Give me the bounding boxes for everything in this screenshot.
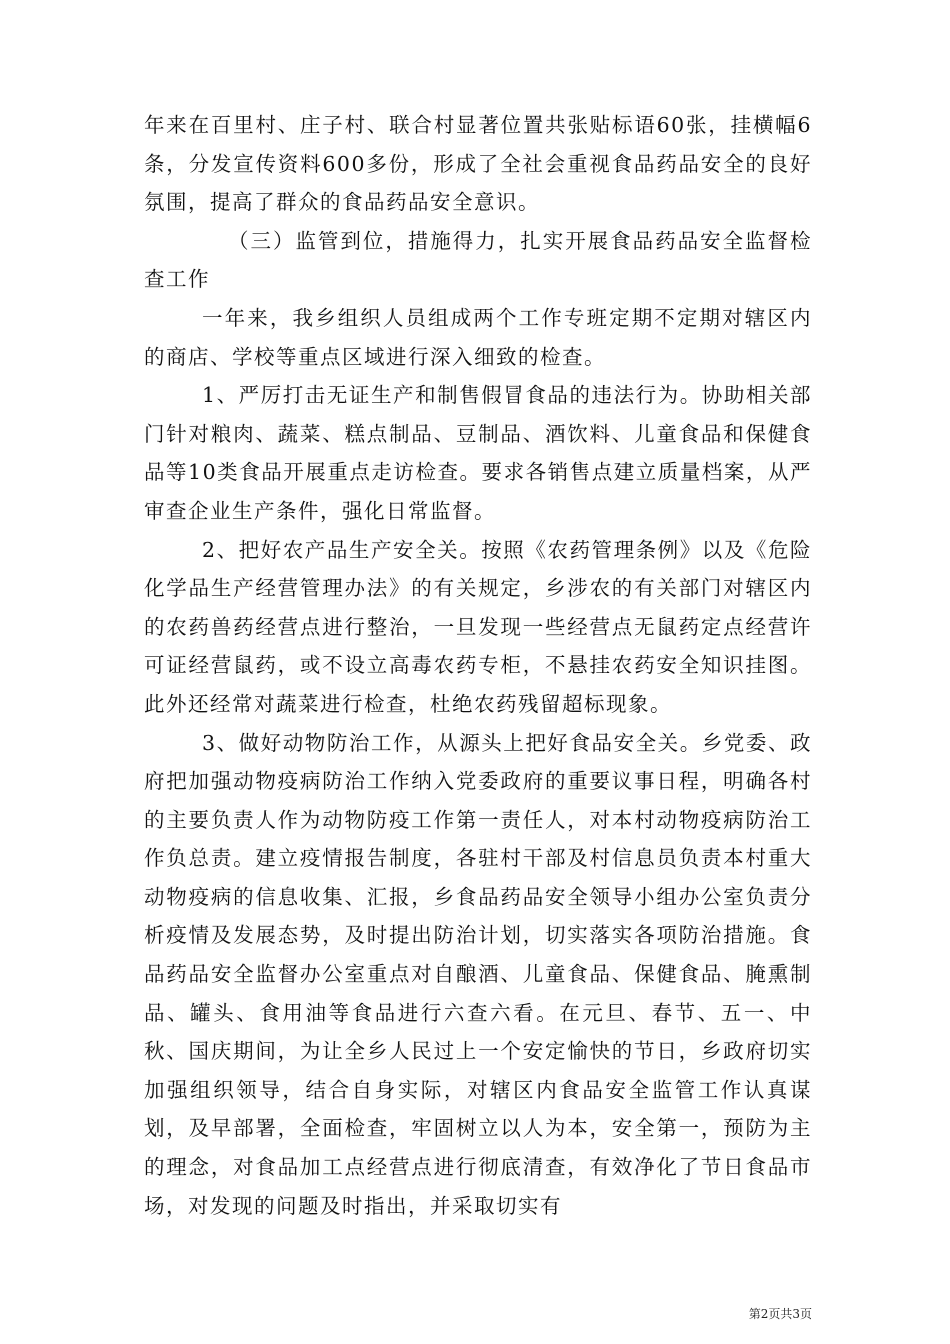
paragraph-continuation: 年来在百里村、庄子村、联合村显著位置共张贴标语60张，挂横幅6条，分发宣传资料600多份，形成了全社会重视食品药品安全的良好氛围，提高了群众的食品药品安全意识。 bbox=[144, 113, 812, 215]
paragraph-item-2: 2、把好农产品生产安全关。按照《农药管理条例》以及《危险化学品生产经营管理办法》的有关规定，乡涉农的有关部门对辖区内的农药兽药经营点进行整治，一旦发现一些经营点无鼠药定点经营许可证经营鼠药，或不设立高毒农药专柜，不悬挂农药安全知识挂图。此外还经常对蔬菜进行检查，杜绝农药残留超标现象。 bbox=[144, 537, 812, 716]
paragraph-item-1: 1、严厉打击无证生产和制售假冒食品的违法行为。协助相关部门针对粮肉、蔬菜、糕点制品、豆制品、酒饮料、儿童食品和保健食品等10类食品开展重点走访检查。要求各销售点建立质量档案，从严审查企业生产条件，强化日常监督。 bbox=[144, 383, 812, 523]
paragraph-item-3: 3、做好动物防治工作，从源头上把好食品安全关。乡党委、政府把加强动物疫病防治工作纳入党委政府的重要议事日程，明确各村的主要负责人作为动物防疫工作第一责任人，对本村动物疫病防治工作负总责。建立疫情报告制度，各驻村干部及村信息员负责本村重大动物疫病的信息收集、汇报，乡食品药品安全领导小组办公室负责分析疫情及发展态势，及时提出防治计划，切实落实各项防治措施。食品药品安全监督办公室重点对自酿酒、儿童食品、保健食品、腌熏制品、罐头、食用油等食品进行六查六看。在元旦、春节、五一、中秋、国庆期间，为让全乡人民过上一个安定愉快的节日，乡政府切实加强组织领导，结合自身实际，对辖区内食品安全监管工作认真谋划，及早部署，全面检查，牢固树立以人为本，安全第一，预防为主的理念，对食品加工点经营点进行彻底清查，有效净化了节日食品市场，对发现的问题及时指出，并采取切实有 bbox=[144, 730, 812, 1218]
page-number: 第2页共3页 bbox=[748, 1307, 812, 1321]
section-heading: （三）监管到位，措施得力，扎实开展食品药品安全监督检查工作 bbox=[144, 228, 812, 292]
document-body bbox=[144, 106, 812, 1225]
paragraph-overview: 一年来，我乡组织人员组成两个工作专班定期不定期对辖区内的商店、学校等重点区域进行深入细致的检查。 bbox=[144, 305, 812, 369]
